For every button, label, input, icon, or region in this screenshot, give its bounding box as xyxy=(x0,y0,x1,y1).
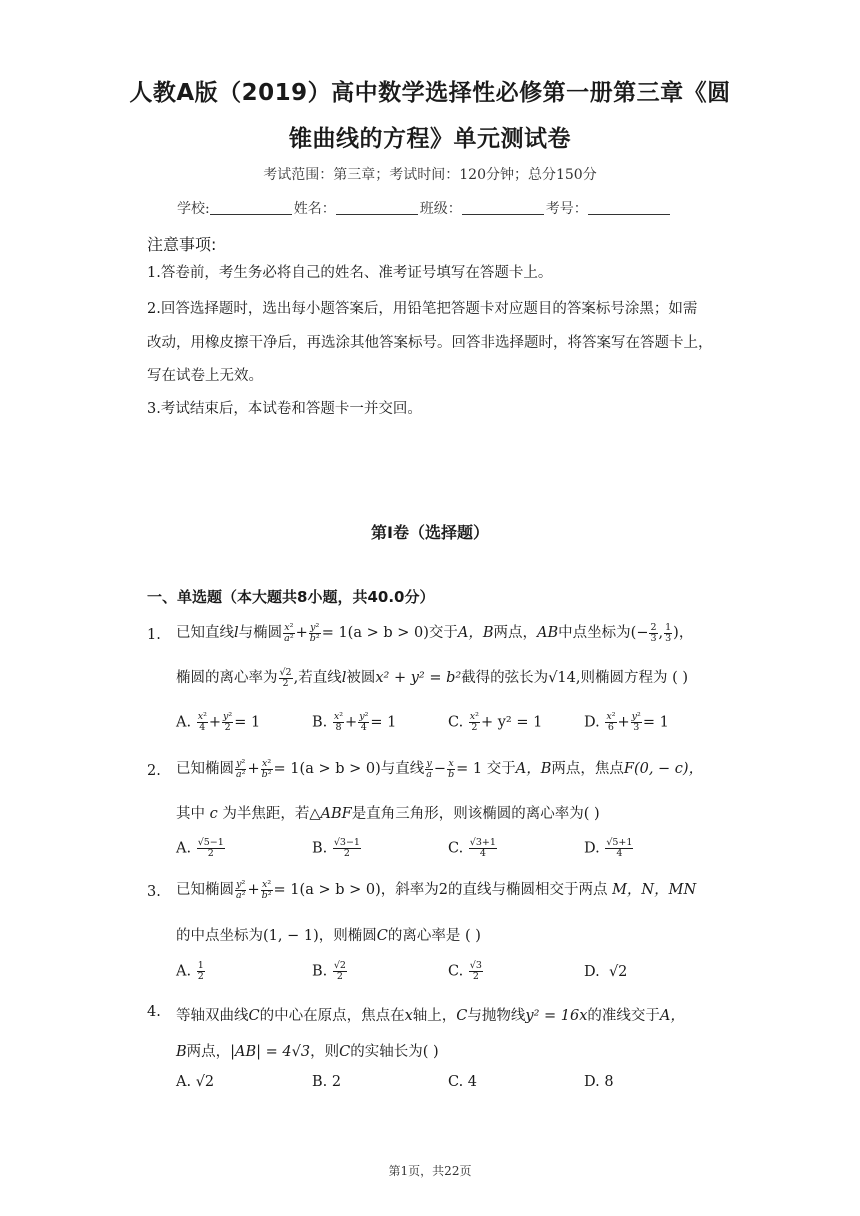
question-1-line-2: 椭圆的离心率为 $\frac{√2}{2}$ ,若直线l被圆x² + y² = b²截得的弦长为√14,则椭圆方程为 ( ) xyxy=(176,666,689,689)
question-3-number: 3. xyxy=(147,884,161,900)
question-2-line-2: 其中 c 为半焦距，若△ABF是直角三角形，则该椭圆的离心率为( ) xyxy=(176,806,600,822)
page-footer: 第1页，共22页 xyxy=(388,1164,472,1178)
notice-2-end: 写在试卷上无效。 xyxy=(147,368,263,384)
number-blank[interactable] xyxy=(588,200,670,215)
q4-option-c[interactable]: C. 4 xyxy=(448,1074,478,1090)
q4-option-d[interactable]: D. 8 xyxy=(584,1074,614,1090)
school-blank[interactable] xyxy=(210,200,292,215)
notice-3: 3.考试结束后，本试卷和答题卡一并交回。 xyxy=(147,401,422,417)
section-title: 第I卷（选择题） xyxy=(371,523,489,542)
question-4-line-2: B两点，|AB| = 4√3，则C的实轴长为( ) xyxy=(176,1044,439,1060)
title-line-1: 人教A版（2019）高中数学选择性必修第一册第三章《圆 xyxy=(129,80,731,106)
q1-option-c[interactable]: C. $\frac{\text{x²}}{2}$ + y² = 1 xyxy=(448,711,543,733)
q4-option-b[interactable]: B. 2 xyxy=(312,1074,342,1090)
q3-option-c[interactable]: C. $\frac{√3}{2}$ xyxy=(448,960,482,982)
notice-2: 2.回答选择题时，选出每小题答案后，用铅笔把答题卡对应题目的答案标号涂黑；如需 xyxy=(147,301,698,317)
part-title: 一、单选题（本大题共8小题，共40.0分） xyxy=(147,588,435,606)
number-label: 考号： xyxy=(545,201,588,217)
q1-option-a[interactable]: A. $\frac{\text{x²}}{4}$ + $\frac{\text{y²}}{2}$ = 1 xyxy=(176,711,261,733)
school-label: 学校: xyxy=(177,201,210,217)
q2-option-a[interactable]: A. $\frac{√5-1}{2}$ xyxy=(176,837,224,859)
name-label: 姓名： xyxy=(293,201,336,217)
q3-option-d[interactable]: D. √2 xyxy=(584,964,628,980)
student-fields xyxy=(177,198,672,218)
title-line-2: 锥曲线的方程》单元测试卷 xyxy=(289,126,571,152)
q1-option-d[interactable]: D. $\frac{\text{x²}}{6}$ + $\frac{\text{y²}}{3}$ = 1 xyxy=(584,711,669,733)
question-1-line-1: 已知直线l与椭圆 $\frac{\text{x²}}{\text{a²}}$ + $\frac{\text{y²}}{\text{b²}}$ = 1(a > b > 0)交于A，B两点，AB中点坐标为(− $\frac{2}{3}$ , $\frac{1}{3}$ )， xyxy=(176,621,694,644)
name-blank[interactable] xyxy=(336,200,418,215)
question-2-number: 2. xyxy=(147,763,161,779)
exam-info: 考试范围：第三章；考试时间：120分钟；总分150分 xyxy=(263,167,597,183)
notice-1: 1.答卷前，考生务必将自己的姓名、准考证号填写在答题卡上。 xyxy=(147,265,553,281)
q4-option-a[interactable]: A. √2 xyxy=(176,1074,215,1090)
question-2-line-1: 已知椭圆 $\frac{\text{y²}}{\text{a²}}$ + $\frac{\text{x²}}{\text{b²}}$ = 1(a > b > 0)与直线 $\frac{y}{a}$ − $\frac{x}{b}$ = 1 交于A，B两点，焦点F(0, − c)， xyxy=(176,757,704,780)
q3-option-a[interactable]: A. $\frac{1}{2}$ xyxy=(176,960,204,982)
question-1-number: 1. xyxy=(147,627,161,643)
notice-2-cont: 改动，用橡皮擦干净后，再选涂其他答案标号。回答非选择题时，将答案写在答题卡上， xyxy=(147,335,713,351)
q2-option-b[interactable]: B. $\frac{√3-1}{2}$ xyxy=(312,837,360,859)
question-4-number: 4. xyxy=(147,1004,161,1020)
q3-option-b[interactable]: B. $\frac{√2}{2}$ xyxy=(312,960,346,982)
q2-option-d[interactable]: D. $\frac{√5+1}{4}$ xyxy=(584,837,633,859)
q1-option-b[interactable]: B. $\frac{\text{x²}}{8}$ + $\frac{\text{y²}}{4}$ = 1 xyxy=(312,711,397,733)
class-blank[interactable] xyxy=(462,200,544,215)
question-3-line-2: 的中点坐标为(1, − 1)，则椭圆C的离心率是 ( ) xyxy=(176,928,481,944)
question-4-line-1: 等轴双曲线C的中心在原点，焦点在x轴上，C与抛物线y² = 16x的准线交于A， xyxy=(176,1008,685,1024)
notice-title: 注意事项: xyxy=(147,235,217,254)
q2-option-c[interactable]: C. $\frac{√3+1}{4}$ xyxy=(448,837,496,859)
class-label: 班级： xyxy=(419,201,462,217)
question-3-line-1: 已知椭圆 $\frac{\text{y²}}{\text{a²}}$ + $\frac{\text{x²}}{\text{b²}}$ = 1(a > b > 0)，斜率为2的直线与椭圆相交于两点 M，N，MN xyxy=(176,878,697,901)
